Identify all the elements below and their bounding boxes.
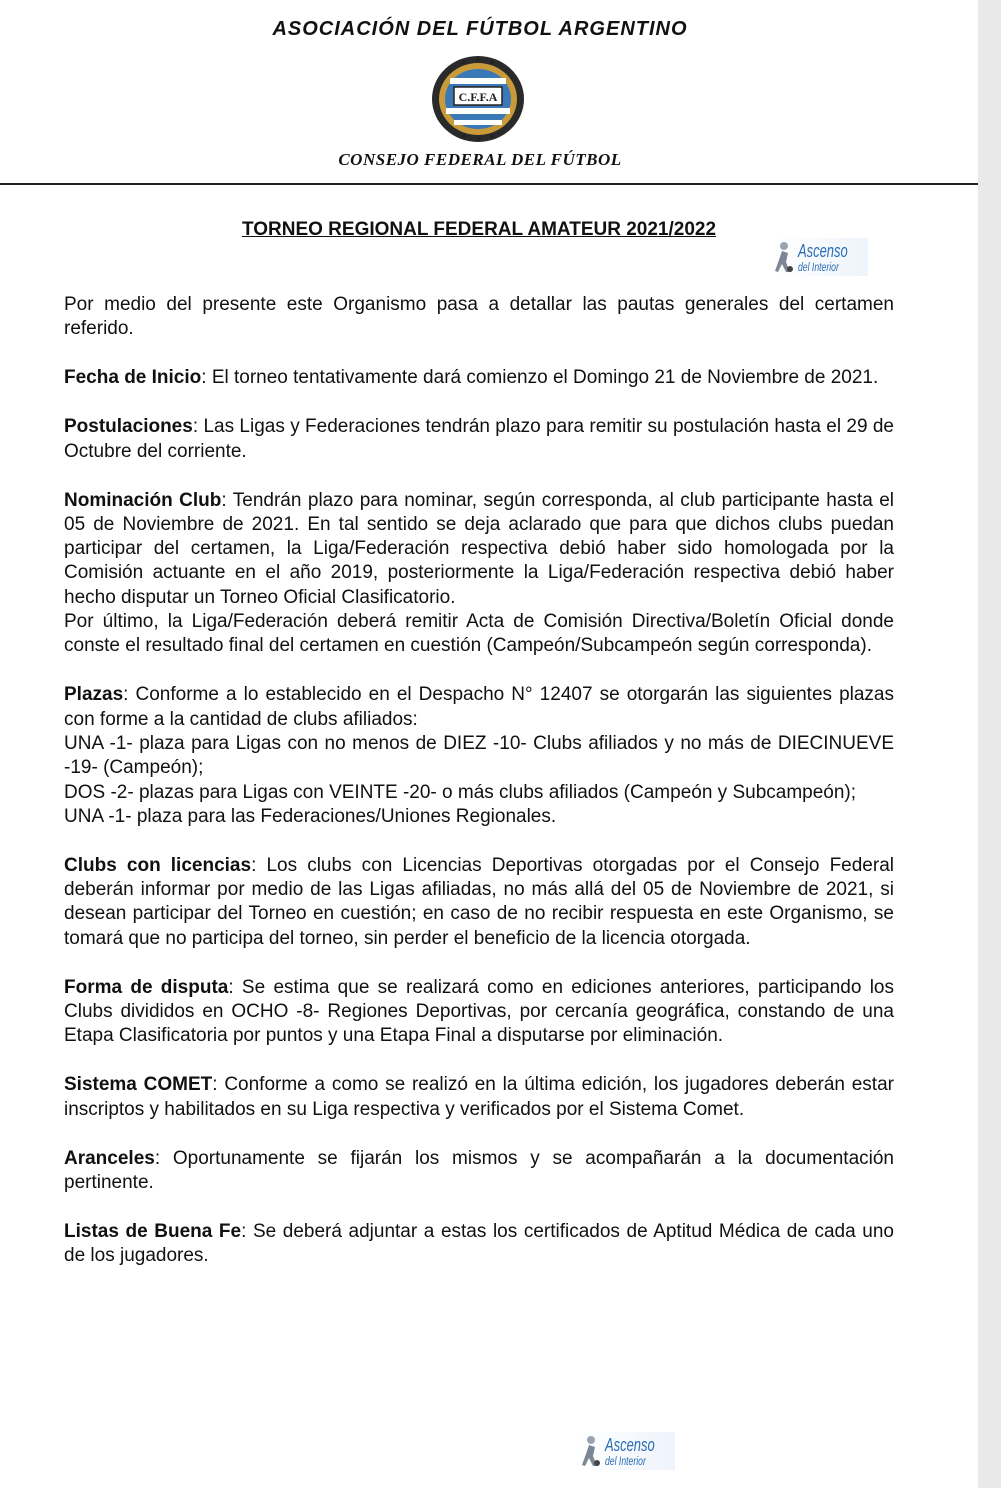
plazas-item: UNA -1- plaza para las Federaciones/Uniones Regionales.	[64, 805, 557, 827]
plazas-item: DOS -2- plazas para Ligas con VEINTE -20- o más clubs afiliados (Campeón y Subcampeón);	[64, 781, 857, 803]
section-label: Postulaciones	[64, 416, 193, 438]
section-nominacion: Nominación Club: Tendrán plazo para nominar, según corresponda, al club participante hasta el 05 de Noviembre de 2021. En tal sentido se deja aclarado que para que dichos clubs puedan participar del certamen, la Liga/Federación respectiva debió haber sido homologada por la Comisión actuante en el año 2019, posteriormente la Liga/Federación respectiva debió haber hecho disputar un Torneo Oficial Clasificatorio.	[64, 489, 894, 608]
ascenso-watermark-bottom: Ascenso del Interior	[579, 1432, 675, 1470]
cffa-crest-logo	[430, 54, 526, 144]
section-label: Plazas	[64, 684, 124, 706]
section-label: Nominación Club	[64, 489, 222, 511]
organization-name: ASOCIACIÓN DEL FÚTBOL ARGENTINO	[272, 18, 688, 40]
council-name: CONSEJO FEDERAL DEL FÚTBOL	[338, 150, 622, 169]
section-forma: Forma de disputa: Se estima que se realizará como en ediciones anteriores, participando los Clubs divididos en OCHO -8- Regiones Deportivas, por cercanía geográfica, constando de una Etapa Clasificatoria por puntos y una Etapa Final a disputarse por eliminación.	[64, 976, 894, 1047]
section-listas: Listas de Buena Fe: Se deberá adjuntar a estas los certificados de Aptitud Médica de cada uno de los jugadores.	[64, 1220, 894, 1267]
ascenso-watermark-top: Ascenso del Interior	[772, 238, 868, 276]
section-postulaciones: Postulaciones: Las Ligas y Federaciones tendrán plazo para remitir su postulación hasta el 29 de Octubre del corriente.	[64, 416, 894, 462]
section-plazas: Plazas: Conforme a lo establecido en el Despacho N° 12407 se otorgarán las siguientes plazas con forme a la cantidad de clubs afiliados:	[64, 684, 894, 730]
section-fecha: Fecha de Inicio: El torneo tentativamente dará comienzo el Domingo 21 de Noviembre de 2021.	[64, 367, 879, 389]
section-label: Aranceles	[64, 1147, 155, 1169]
section-label: Fecha de Inicio	[64, 367, 202, 389]
player-icon	[579, 1434, 601, 1468]
section-label: Sistema COMET	[64, 1074, 213, 1096]
header-divider	[0, 183, 978, 185]
page-margin-strip	[978, 0, 1001, 1488]
section-comet: Sistema COMET: Conforme a como se realizó en la última edición, los jugadores deberán estar inscriptos y habilitados en su Liga respectiva y verificados por el Sistema Comet.	[64, 1074, 894, 1120]
section-label: Listas de Buena Fe	[64, 1220, 242, 1242]
section-label: Clubs con licencias	[64, 854, 252, 876]
section-licencias: Clubs con licencias: Los clubs con Licencias Deportivas otorgadas por el Consejo Federal deberán informar por medio de las Ligas afiliadas, no más allá del 05 de Noviembre de 2021, si desean participar del Torneo en cuestión; en caso de no recibir respuesta en este Organismo, se tomará que no participa del torneo, sin perder el beneficio de la licencia otorgada.	[64, 854, 894, 949]
document-body	[64, 293, 894, 1268]
document-title: TORNEO REGIONAL FEDERAL AMATEUR 2021/2022	[241, 219, 717, 240]
section-nominacion-cont: Por último, la Liga/Federación deberá remitir Acta de Comisión Directiva/Boletín Oficial donde conste el resultado final del certamen en cuestión (Campeón/Subcampeón según corresponda).	[64, 611, 894, 657]
player-icon	[772, 240, 794, 274]
intro-paragraph: Por medio del presente este Organismo pasa a detallar las pautas generales del certamen referido.	[64, 294, 894, 340]
section-label: Forma de disputa	[64, 976, 229, 998]
plazas-item: UNA -1- plaza para Ligas con no menos de DIEZ -10- Clubs afiliados y no más de DIECINUEVE -19- (Campeón);	[64, 732, 894, 779]
svg-text:C.F.F.A: C.F.F.A	[458, 90, 498, 104]
section-aranceles: Aranceles: Oportunamente se fijarán los mismos y se acompañarán a la documentación pertinente.	[64, 1147, 894, 1193]
